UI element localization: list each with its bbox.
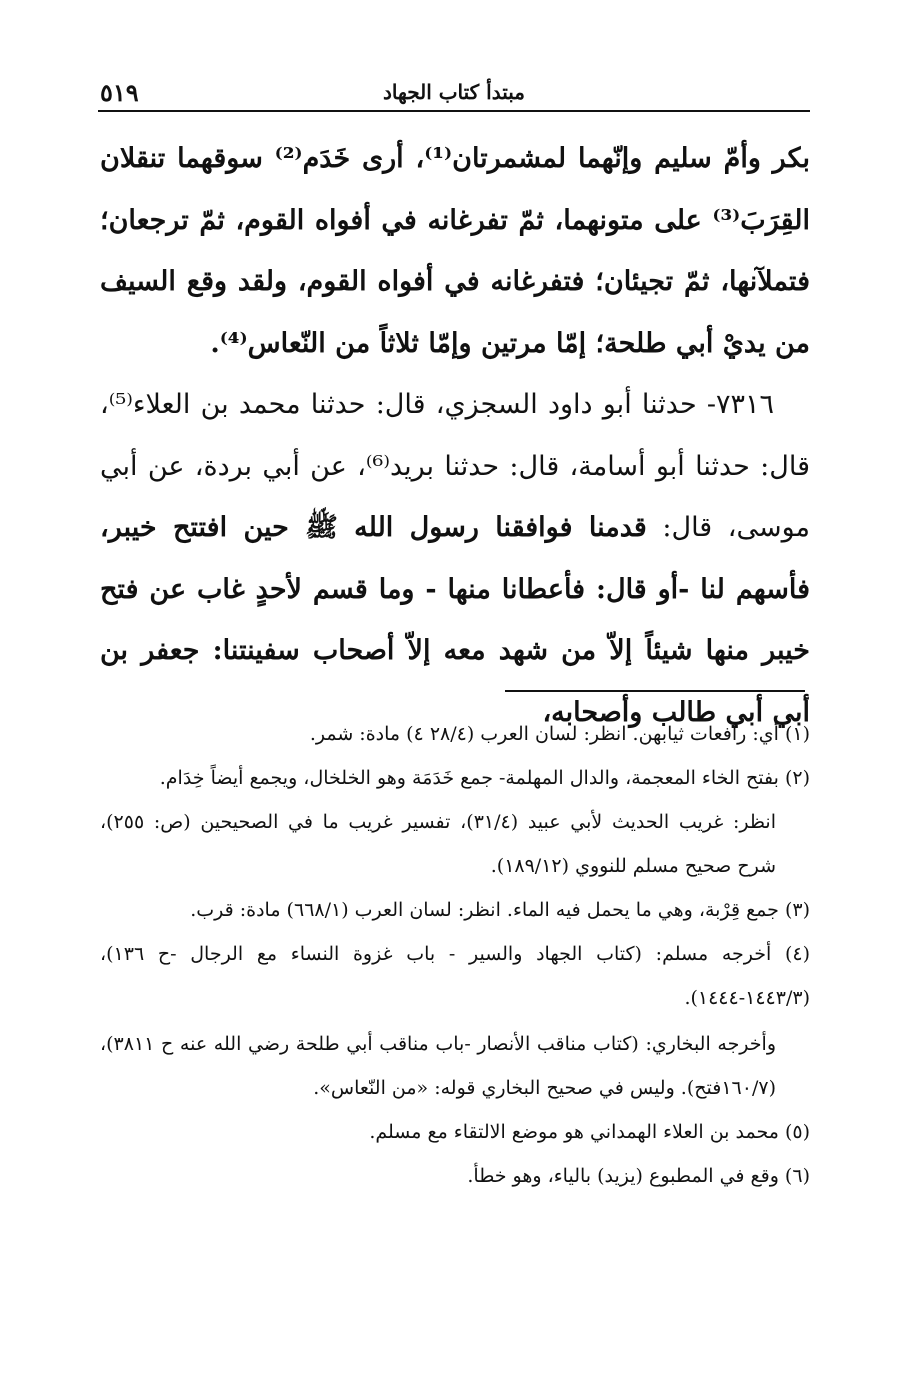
page-header — [98, 76, 810, 112]
page-number: ٥١٩ — [100, 78, 139, 107]
hadith-matn: قدمنا فوافقنا رسول الله ﷺ حين افتتح خيبر، فأسهم لنا -أو قال: فأعطانا منها - وما قسم لأحدٍ غاب عن فتح خيبر منها شيئاً إلاّ من شهد معه إلاّ أصحاب سفينتنا: جعفر بن أبي أبي طالب وأصحابه، — [100, 512, 810, 728]
footnotes — [100, 712, 810, 1198]
footnote-5: (٥) محمد بن العلاء الهمداني هو موضع الالتقاء مع مسلم. — [369, 1121, 810, 1143]
hadith-isnad: ٧٣١٦- حدثنا أبو داود السجزي، قال: حدثنا محمد بن العلاء⁽⁵⁾، قال: حدثنا أبو أسامة، قال: حدثنا بريد⁽⁶⁾، عن أبي بردة، عن أبي موسى، قال: — [100, 389, 810, 543]
main-text — [100, 128, 810, 743]
running-title: مبتدأ كتاب الجهاد — [382, 80, 526, 104]
footnote-4-continuation: وأخرجه البخاري: (كتاب مناقب الأنصار -باب مناقب أبي طلحة رضي الله عنه ح ٣٨١١)، (١٦٠/٧فتح). وليس في صحيح البخاري قوله: «من النّعاس». — [100, 1033, 776, 1099]
footnote-4: (٤) أخرجه مسلم: (كتاب الجهاد والسير - باب غزوة النساء مع الرجال -ح ١٣٦)، (١٤٤٣/٣-١٤٤٤). — [100, 943, 810, 1009]
hadith-paragraph — [100, 374, 810, 743]
footnote-1: (١) أي: رافعات ثيابهن. انظر: لسان العرب (٢٨/٤ ٤) مادة: شمر. — [309, 723, 810, 745]
footnote-6: (٦) وقع في المطبوع (يزيد) بالياء، وهو خطأ. — [467, 1165, 810, 1187]
footnote-2: (٢) بفتح الخاء المعجمة، والدال المهلمة- جمع خَدَمَة وهو الخلخال، ويجمع أيضاً خِدَام. — [159, 767, 810, 789]
footnote-2-continuation: انظر: غريب الحديث لأبي عبيد (٣١/٤)، تفسير غريب ما في الصحيحين (ص: ٢٥٥)، شرح صحيح مسلم للنووي (١٨٩/١٢). — [100, 811, 776, 877]
paragraph-continuation: بكر وأمّ سليم وإنّهما لمشمرتان⁽¹⁾، أرى خَدَم⁽²⁾ سوقهما تنقلان القِرَبَ⁽³⁾ على متونهما، ثمّ تفرغانه في أفواه القوم، ثمّ ترجعان؛ فتملآنها، ثمّ تجيئان؛ فتفرغانه في أفواه القوم، ولقد وقع السيف من يديْ أبي طلحة؛ إمّا مرتين وإمّا ثلاثاً من النّعاس⁽⁴⁾. — [100, 143, 810, 359]
footnote-3: (٣) جمع قِرْبة، وهي ما يحمل فيه الماء. انظر: لسان العرب (٦٦٨/١) مادة: قرب. — [190, 899, 810, 921]
footnote-separator — [505, 690, 805, 692]
